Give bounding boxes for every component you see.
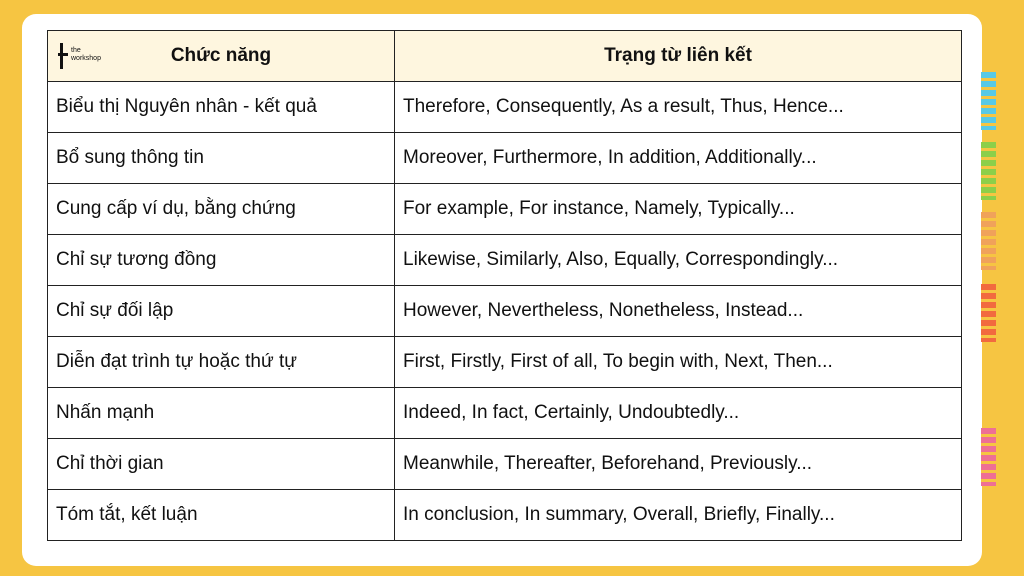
decorative-tab-green (981, 142, 996, 200)
adverbs-cell: For example, For instance, Namely, Typically... (395, 184, 962, 235)
function-cell: Diễn đạt trình tự hoặc thứ tự (48, 337, 395, 388)
adverbs-cell: Indeed, In fact, Certainly, Undoubtedly... (395, 388, 962, 439)
the-workshop-logo (60, 41, 104, 71)
logo-line1: the (71, 47, 81, 54)
linking-adverbs-table (47, 30, 962, 541)
table-row (48, 337, 962, 388)
header-function (48, 31, 395, 82)
function-cell: Cung cấp ví dụ, bằng chứng (48, 184, 395, 235)
adverbs-cell: First, Firstly, First of all, To begin with, Next, Then... (395, 337, 962, 388)
function-cell: Nhấn mạnh (48, 388, 395, 439)
decorative-tab-pink (981, 428, 996, 486)
function-cell: Chỉ sự tương đồng (48, 235, 395, 286)
decorative-tabs (981, 0, 1024, 576)
header-function-label: Chức năng (170, 45, 272, 66)
adverbs-cell: Moreover, Furthermore, In addition, Additionally... (395, 133, 962, 184)
decorative-tab-orange (981, 212, 996, 270)
logo-line2: workshop (71, 55, 101, 62)
table-row (48, 184, 962, 235)
function-cell: Chỉ sự đối lập (48, 286, 395, 337)
adverbs-cell: Therefore, Consequently, As a result, Thus, Hence... (395, 82, 962, 133)
table-row (48, 286, 962, 337)
header-linking-adverbs: Trạng từ liên kết (395, 31, 962, 82)
function-cell: Biểu thị Nguyên nhân - kết quả (48, 82, 395, 133)
adverbs-cell: Meanwhile, Thereafter, Beforehand, Previously... (395, 439, 962, 490)
function-cell: Bổ sung thông tin (48, 133, 395, 184)
table-row (48, 490, 962, 541)
table-row (48, 235, 962, 286)
adverbs-cell: Likewise, Similarly, Also, Equally, Correspondingly... (395, 235, 962, 286)
adverbs-cell: In conclusion, In summary, Overall, Briefly, Finally... (395, 490, 962, 541)
table-row (48, 439, 962, 490)
logo-mark-icon (60, 43, 68, 69)
table-row (48, 82, 962, 133)
table-row (48, 133, 962, 184)
function-cell: Tóm tắt, kết luận (48, 490, 395, 541)
adverbs-cell: However, Nevertheless, Nonetheless, Instead... (395, 286, 962, 337)
function-cell: Chỉ thời gian (48, 439, 395, 490)
decorative-tab-red (981, 284, 996, 342)
decorative-tab-blue (981, 72, 996, 130)
table-row (48, 388, 962, 439)
table-header-row (48, 31, 962, 82)
